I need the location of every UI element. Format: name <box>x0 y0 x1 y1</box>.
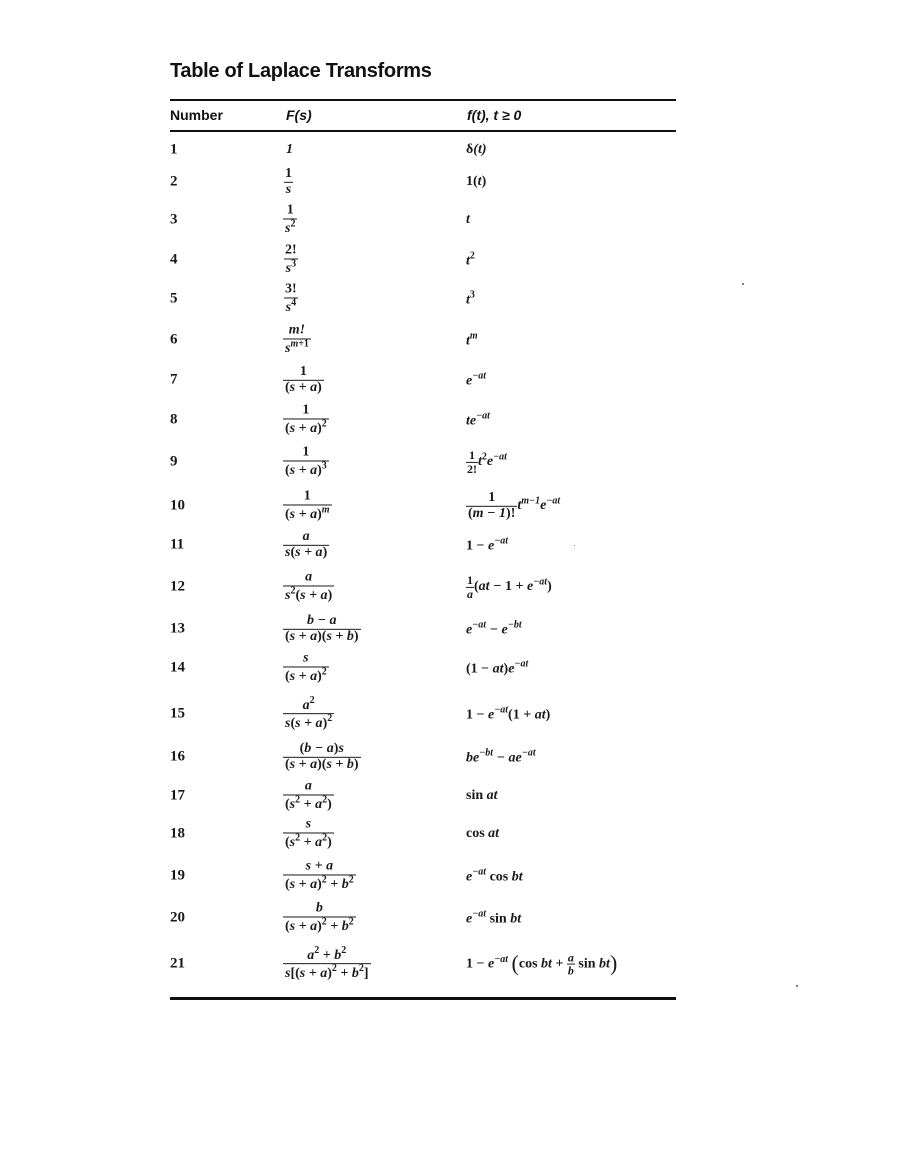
row-number: 4 <box>170 251 178 268</box>
transform-fs: $\frac{a}{(s^2 + a^2)}$ <box>285 778 332 812</box>
row-number: 7 <box>170 371 178 388</box>
header-ft: f(t), t ≥ 0 <box>467 107 522 123</box>
transform-fs: $\frac{a^2 + b^2}{s[(s + a)^2 + b^2]}$ <box>285 945 369 982</box>
header-fs: F(s) <box>286 107 312 123</box>
transform-fs: $\frac{(b - a)s}{(s + a)(s + b)}$ <box>285 740 359 772</box>
time-function-ft: t <box>466 212 470 227</box>
time-function-ft: $t^3$ <box>466 289 475 308</box>
row-number: 14 <box>170 659 185 676</box>
time-function-ft: $\frac{1}{2!}$ $t^2e^{-at}$ <box>467 447 507 476</box>
scan-speck <box>742 283 744 285</box>
row-number: 16 <box>170 748 185 765</box>
transform-fs: $\frac{2!}{s^3}$ <box>285 242 297 276</box>
transform-fs: $\frac{a}{s(s + a)}$ <box>285 528 328 560</box>
transform-fs: $\frac{1}{(s + a)^m}$ <box>285 488 330 522</box>
row-number: 11 <box>170 536 185 553</box>
top-rule <box>170 99 676 101</box>
row-number: 1 <box>170 141 178 158</box>
time-function-ft: 1(t) <box>466 174 487 189</box>
row-number: 12 <box>170 578 185 595</box>
time-function-ft: $\frac{1}{a}$ $(at - 1 + e^{-at})$ <box>467 572 552 601</box>
transform-fs: 1 <box>286 142 293 157</box>
time-function-ft: $\frac{1}{(m - 1)!}$ $t^{m-1}e^{-at}$ <box>468 489 561 521</box>
time-function-ft: $te^{-at}$ <box>466 410 490 429</box>
row-number: 9 <box>170 453 178 470</box>
time-function-ft: $1 - e^{-at}$ <box>466 535 509 554</box>
time-function-ft: $1 - e^{-at}(1 + at)$ <box>466 704 551 723</box>
time-function-ft: $e^{-at}$ cos bt <box>466 866 523 885</box>
transform-fs: $\frac{1}{(s + a)^2}$ <box>285 402 327 436</box>
transform-fs: $\frac{s + a}{(s + a)^2 + b^2}$ <box>285 858 354 892</box>
transform-fs: $\frac{1}{s}$ <box>285 165 292 197</box>
transform-fs: $\frac{m!}{s^{m+1}}$ <box>285 322 309 356</box>
time-function-ft: $e^{-at}$ sin bt <box>466 908 522 927</box>
transform-fs: $\frac{a^2}{s(s + a)^2}$ <box>285 695 333 732</box>
time-function-ft: $t^2$ <box>466 250 475 269</box>
time-function-ft: sin at <box>466 788 498 803</box>
page-title: Table of Laplace Transforms <box>170 60 432 82</box>
row-number: 10 <box>170 497 185 514</box>
row-number: 20 <box>170 909 185 926</box>
transform-fs: $\frac{a}{s^2(s + a)}$ <box>285 569 333 603</box>
transform-fs: $\frac{1}{(s + a)}$ <box>285 363 322 395</box>
time-function-ft: cos at <box>466 826 500 841</box>
transform-fs: $\frac{b}{(s + a)^2 + b^2}$ <box>285 900 354 934</box>
time-function-ft: $be^{-bt} - ae^{-at}$ <box>466 747 536 766</box>
row-number: 8 <box>170 411 178 428</box>
row-number: 6 <box>170 331 178 348</box>
row-number: 15 <box>170 705 185 722</box>
row-number: 2 <box>170 173 178 190</box>
transform-fs: $\frac{s}{(s + a)^2}$ <box>285 650 327 684</box>
transform-fs: $\frac{1}{s^2}$ <box>285 202 296 236</box>
transform-fs: $\frac{b - a}{(s + a)(s + b)}$ <box>285 612 359 644</box>
scan-speck <box>574 545 575 546</box>
scan-speck <box>796 985 798 987</box>
transform-fs: $\frac{s}{(s^2 + a^2)}$ <box>285 816 332 850</box>
time-function-ft: $(1 - at)e^{-at}$ <box>466 658 529 677</box>
header-number: Number <box>170 107 223 123</box>
row-number: 19 <box>170 867 185 884</box>
row-number: 5 <box>170 290 178 307</box>
time-function-ft: δ(t) <box>466 142 487 157</box>
row-number: 17 <box>170 787 185 804</box>
row-number: 3 <box>170 211 178 228</box>
row-number: 13 <box>170 620 185 637</box>
time-function-ft: $t^m$ <box>466 330 478 349</box>
header-rule <box>170 130 676 132</box>
time-function-ft: $e^{-at} - e^{-bt}$ <box>466 619 522 638</box>
row-number: 18 <box>170 825 185 842</box>
bottom-rule <box>170 997 676 1000</box>
row-number: 21 <box>170 955 185 972</box>
time-function-ft: $1 - e^{-at}$ (cos bt + $\frac{a}{b}$ sin bt) <box>466 950 618 978</box>
transform-fs: $\frac{3!}{s^4}$ <box>285 281 297 315</box>
transform-fs: $\frac{1}{(s + a)^3}$ <box>285 444 327 478</box>
time-function-ft: $e^{-at}$ <box>466 370 487 389</box>
